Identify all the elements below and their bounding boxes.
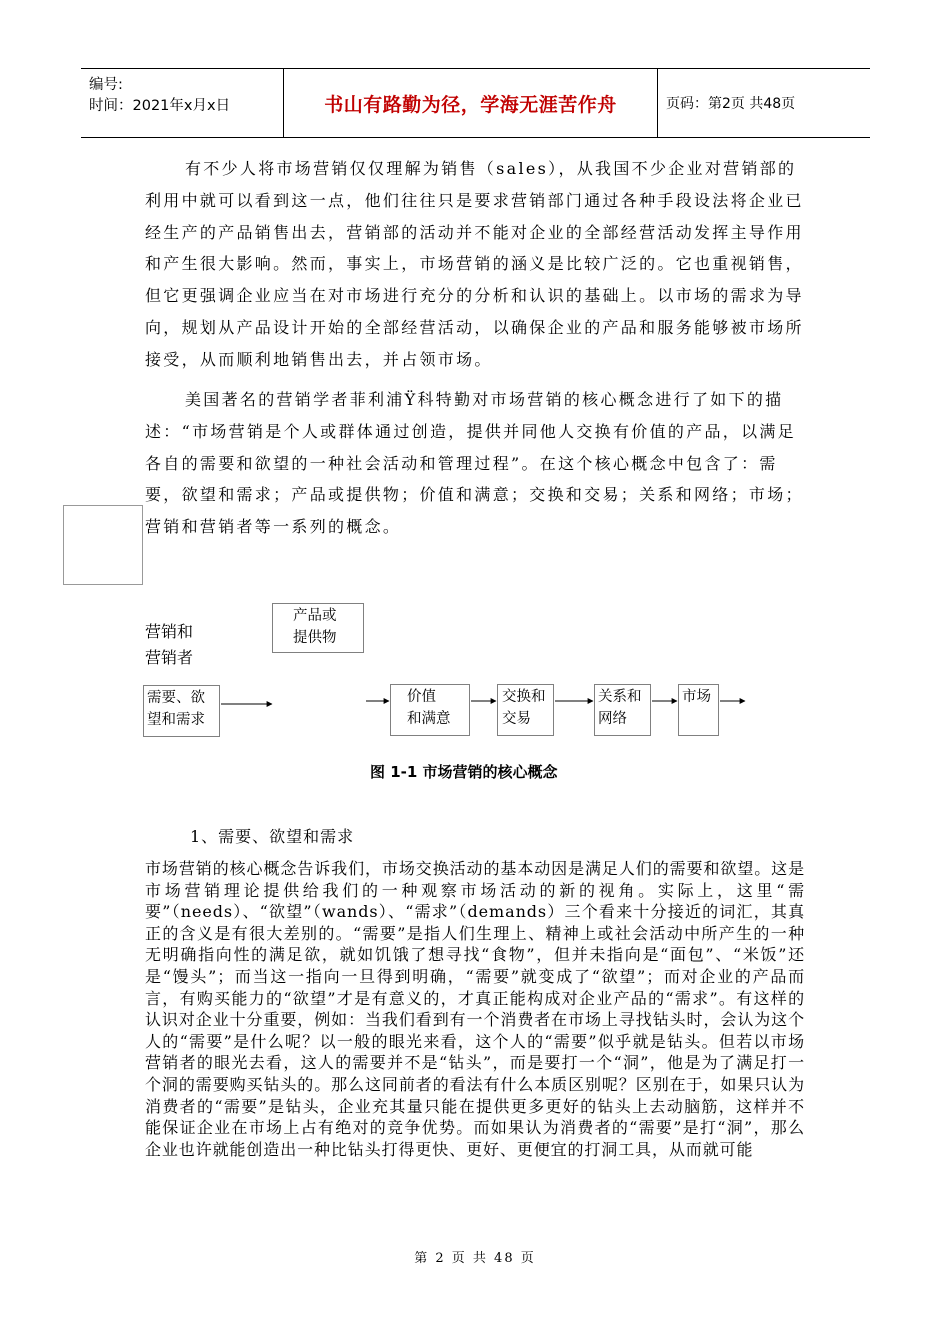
- market-box: 市场: [678, 684, 719, 736]
- product-box: 产品或 提供物: [272, 603, 364, 653]
- header-page-info: 页码：第2页 共48页: [666, 96, 796, 112]
- section-heading: 1、需要、欲望和需求: [190, 827, 355, 846]
- paragraph-1: 有不少人将市场营销仅仅理解为销售（sales），从我国不少企业对营销部的利用中就可以看到这一点，他们往往只是要求营销部门通过各种手段设法将企业已经生产的产品销售出去，营销部的活动并不能对企业的全部经营活动发挥主导作用和产生很大影响。然而，事实上，市场营销的涵义是比较广泛的。它也重视销售，但它更强调企业应当在对市场进行充分的分析和认识的基础上。以市场的需求为导向，规划从产品设计开始的全部经营活动，以确保企业的产品和服务能够被市场所接受，从而顺利地销售出去，并占领市场。: [145, 159, 804, 369]
- exchange-box: 交换和 交易: [497, 684, 554, 736]
- header-motto: 书山有路勤为径，学海无涯苦作舟: [324, 93, 617, 116]
- marketer-label: 营销和 营销者: [145, 622, 194, 667]
- needs-box: 需要、欲 望和需求: [143, 685, 220, 737]
- date-label: 时间：2021年x月x日: [89, 98, 231, 114]
- figure-caption: 图 1-1 市场营销的核心概念: [370, 763, 558, 781]
- value-box: 价值 和满意: [390, 684, 470, 736]
- relation-box: 关系和 网络: [594, 684, 651, 736]
- page-footer: 第 2 页 共 48 页: [414, 1251, 536, 1266]
- section-body: 市场营销的核心概念告诉我们，市场交换活动的基本动因是满足人们的需要和欲望。这是市场营销理论提供给我们的一种观察市场活动的新的视角。实际上，这里“需要”（needs）、“欲望”（wands）、“需求”（demands）三个看来十分接近的词汇，其真正的含义是有很大差别的。“需要”是指人们生理上、精神上或社会活动中所产生的一种无明确指向性的满足欲，就如饥饿了想寻找“食物”，但并未指向是“面包”、“米饭”还是“馒头”；而当这一指向一旦得到明确，“需要”就变成了“欲望”；而对企业的产品而言，有购买能力的“欲望”才是有意义的，才真正能构成对企业产品的“需求”。有这样的认识对企业十分重要，例如：当我们看到有一个消费者在市场上寻找钻头时，会认为这个人的“需要”是什么呢？以一般的眼光来看，这个人的“需要”似乎就是钻头。但若以市场营销者的眼光去看，这人的需要并不是“钻头”，而是要打一个“洞”，他是为了满足打一个洞的需要购买钻头的。那么这同前者的看法有什么本质区别呢？区别在于，如果只认为消费者的“需要”是钻头，企业充其量只能在提供更多更好的钻头上去动脑筋，这样并不能保证企业在市场上占有绝对的竞争优势。而如果认为消费者的“需要”是打“洞”，那么企业也许就能创造出一种比钻头打得更快、更好、更便宜的打洞工具，从而就可能: [145, 859, 805, 1159]
- paragraph-2: 美国著名的营销学者菲利浦Ÿ科特勤对市场营销的核心概念进行了如下的描述：“市场营销是个人或群体通过创造，提供并同他人交换有价值的产品，以满足各自的需要和欲望的一种社会活动和管理过程”。在这个核心概念中包含了：需要，欲望和需求；产品或提供物；价值和满意；交换和交易；关系和网络；市场；营销和营销者等一系列的概念。: [145, 390, 804, 537]
- number-label: 编号:: [89, 77, 123, 93]
